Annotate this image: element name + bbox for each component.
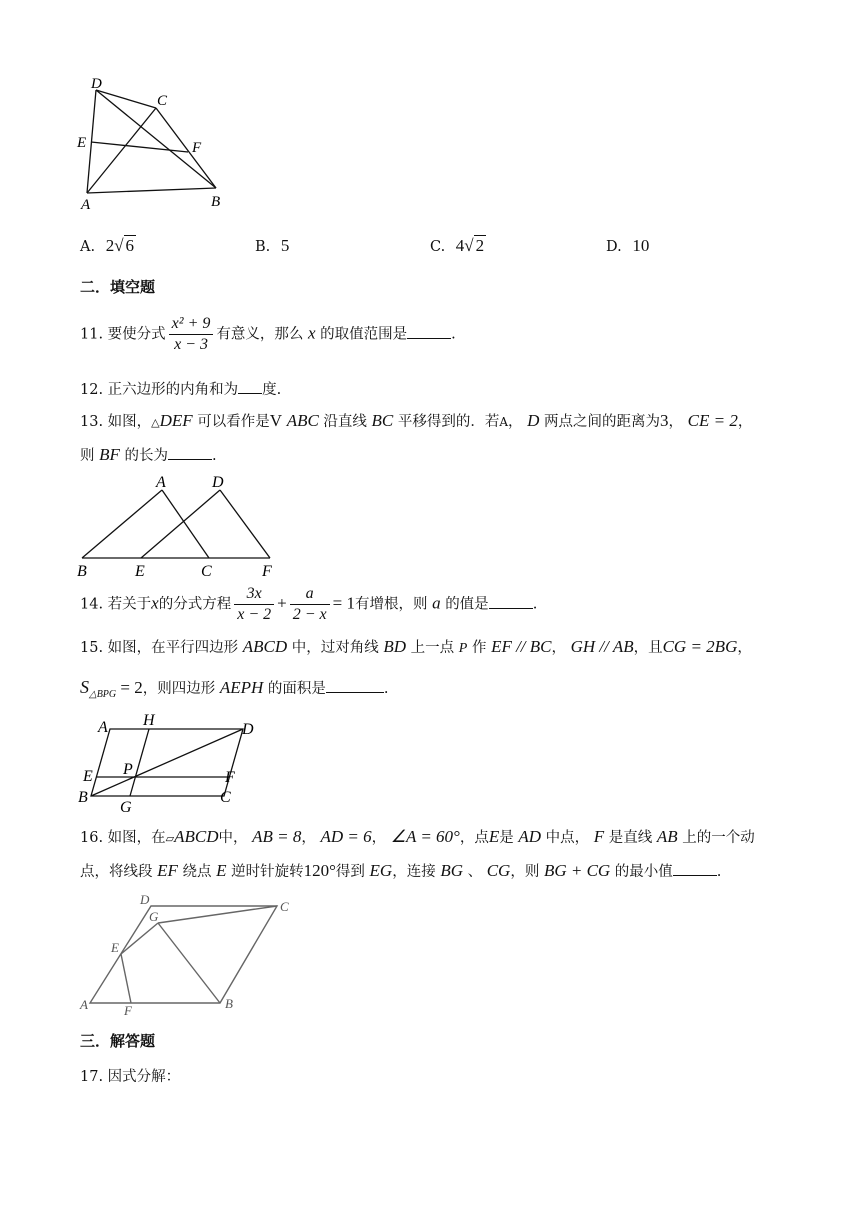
label-d: D [140, 892, 150, 907]
label-f: F [262, 563, 272, 580]
q15-text: 的面积是 [267, 681, 326, 697]
segment-df [220, 490, 270, 558]
q15-number: 15. [80, 640, 104, 656]
question-15-line2 [80, 676, 389, 706]
q13-text: ， [737, 414, 753, 430]
q16-text: 点，将线段 [80, 864, 153, 880]
label-a: A [98, 719, 108, 736]
label-g: G [120, 799, 132, 816]
choice-a-coef: 2 [105, 236, 115, 255]
label-c: C [157, 93, 168, 109]
segment-gh [130, 729, 149, 796]
label-a: A [81, 197, 91, 213]
sqrt-sign: √ [114, 236, 124, 255]
q11-end: . [451, 326, 456, 343]
label-b: B [225, 996, 233, 1011]
q14-text: 若关于 [107, 596, 152, 613]
q15-text: ， [737, 640, 752, 656]
label-f: F [225, 769, 235, 786]
q16-text: 是 [499, 830, 514, 846]
segment-ab [82, 490, 162, 558]
q16-eg: EG [369, 861, 393, 880]
q11-text-mid: 有意义，那么 [216, 326, 304, 343]
q11-fraction-denominator: x − 3 [174, 336, 208, 353]
q16-text: 得到 [335, 864, 365, 880]
q11-var: x [307, 323, 316, 343]
question-13-line2 [80, 444, 217, 467]
label-p: P [123, 761, 133, 778]
q13-distance: 3 [660, 411, 669, 430]
segment-cg [158, 906, 277, 923]
q13-text: 如图， [107, 414, 152, 430]
label-c: C [201, 563, 212, 580]
q15-text: 中，过对角线 [291, 640, 379, 656]
q13-text: 沿直线 [323, 414, 367, 430]
q15-text: ，且 [633, 640, 663, 656]
q13-end: . [212, 448, 217, 464]
q16-e: E [216, 861, 227, 880]
choice-b-value: 5 [280, 236, 290, 255]
q15-area-symbol: S [80, 677, 89, 697]
q15-text: 上一点 [410, 640, 455, 656]
q16-angle: 120° [303, 861, 336, 880]
q17-number: 17. [80, 1069, 104, 1085]
choice-b-label: B. [255, 239, 271, 255]
label-e: E [111, 940, 119, 955]
choice-c-label: C. [430, 239, 446, 255]
q12-number: 12. [80, 382, 104, 398]
q16-number: 16. [80, 830, 104, 846]
q16-text: ，点 [459, 830, 489, 846]
choice-c-radicand: 2 [475, 236, 485, 255]
q15-area-subscript: △BPG [89, 689, 117, 700]
label-d: D [242, 721, 254, 738]
section-fill-in-title: 二．填空题 [80, 278, 156, 296]
q16-text: 是直线 [608, 830, 653, 846]
q13-text: 的长为 [124, 448, 168, 464]
q16-ad: AD = 6 [320, 827, 372, 846]
q14-plus: + [277, 593, 287, 613]
q12-end: 度. [262, 382, 282, 398]
figure-q16 [74, 890, 304, 1020]
q14-var-a: a [432, 593, 441, 613]
choice-a-label: A. [80, 239, 96, 255]
q16-f: F [593, 827, 605, 846]
q11-fraction-numerator: x² + 9 [169, 314, 214, 335]
choice-c-coef: 4 [455, 236, 465, 255]
q11-text-pre: 要使分式 [107, 326, 166, 343]
q16-abcd: ABCD [174, 827, 219, 846]
q15-aeph: AEPH [219, 678, 264, 697]
figure-q10 [70, 70, 240, 215]
q16-text: ，连接 [392, 864, 436, 880]
q13-text: 平移得到的．若 [397, 414, 500, 430]
choice-c[interactable] [430, 236, 486, 256]
q13-answer-blank[interactable] [168, 444, 212, 460]
q14-fraction-1 [234, 584, 274, 625]
segment-dc [96, 90, 156, 108]
segment-eg [121, 923, 158, 954]
label-c: C [220, 789, 231, 806]
label-d: D [91, 76, 102, 92]
q14-answer-blank[interactable] [489, 593, 533, 609]
q14-text: 的分式方程 [158, 596, 232, 613]
q12-text: 正六边形的内角和为 [107, 382, 239, 398]
question-12 [80, 378, 281, 401]
q16-e: E [488, 827, 500, 846]
parallelogram-symbol: ▱ [165, 832, 175, 845]
label-b: B [77, 563, 87, 580]
choice-d[interactable] [606, 236, 649, 256]
q16-angle: ∠A = 60° [390, 827, 460, 846]
q14-var-x: x [151, 593, 159, 613]
q16-ef: EF [157, 861, 178, 880]
choice-a-radicand: 6 [125, 236, 135, 255]
question-13 [80, 410, 752, 434]
q14-end: . [532, 596, 538, 613]
q15-ef-parallel-bc: EF // BC [491, 637, 552, 656]
label-f: F [124, 1003, 132, 1018]
q16-ab: AB = 8 [252, 827, 302, 846]
q11-text-post: 的取值范围是 [320, 326, 408, 343]
q16-text: 上的一个动 [682, 830, 755, 846]
sqrt-sign: √ [464, 236, 474, 255]
label-c: C [280, 899, 289, 914]
q13-text: 可以看作是 [197, 414, 270, 430]
q14-number: 14. [80, 596, 104, 613]
q13-number: 13. [80, 414, 104, 430]
choice-b[interactable] [255, 236, 289, 256]
q16-text: 中点， [545, 830, 590, 846]
choice-d-label: D. [606, 239, 622, 255]
q16-text: ， [301, 830, 316, 846]
segment-ac [162, 490, 209, 558]
q15-text: 如图，在平行四边形 [107, 640, 239, 656]
q16-text: 中， [218, 830, 248, 846]
label-a: A [80, 997, 88, 1012]
label-e: E [83, 768, 93, 785]
q12-answer-blank[interactable] [238, 378, 262, 394]
q14-equals: = 1 [332, 593, 355, 613]
q13-text: 两点之间的距离为 [544, 414, 661, 430]
q16-sum: BG + CG [543, 861, 611, 880]
question-16-line2 [80, 860, 721, 883]
triangle-symbol: V [269, 411, 283, 430]
q15-end: . [383, 681, 389, 697]
q16-text: 绕点 [182, 864, 212, 880]
q14-fraction-2-denominator: 2 − x [292, 606, 327, 623]
label-b: B [78, 789, 88, 806]
q15-bd: BD [383, 637, 407, 656]
q14-fraction-2-numerator: a [290, 584, 330, 605]
q11-fraction [169, 314, 214, 355]
q16-text: 的最小值 [614, 864, 673, 880]
question-15 [80, 636, 752, 660]
q11-answer-blank[interactable] [407, 323, 451, 339]
segment-ef [121, 954, 131, 1003]
triangle-symbol: △ [151, 416, 160, 429]
figure-q15 [74, 710, 274, 820]
question-17 [80, 1066, 180, 1088]
question-11 [80, 314, 456, 355]
q14-fraction-1-denominator: x − 2 [237, 606, 272, 623]
segment-bd [91, 729, 243, 796]
q16-end: . [716, 864, 722, 880]
q13-text: ， [508, 414, 523, 430]
segment-bg [158, 923, 220, 1003]
q15-text: ，则四边形 [142, 681, 216, 697]
segment-cb [156, 108, 216, 188]
q16-text: 、 [467, 864, 483, 880]
question-14 [80, 584, 537, 625]
label-e: E [77, 135, 87, 151]
section-answer-title: 三．解答题 [80, 1032, 156, 1050]
q16-text: 如图，在 [107, 830, 166, 846]
label-e: E [135, 563, 145, 580]
q14-text: 有增根，则 [354, 596, 428, 613]
question-16 [80, 826, 755, 850]
q16-ad: AD [518, 827, 542, 846]
q16-text: ，则 [510, 864, 540, 880]
q13-point-d: D [527, 411, 540, 430]
q13-text: 则 [80, 448, 95, 464]
q15-gh-parallel-ab: GH // AB [570, 637, 634, 656]
q16-text: ， [371, 830, 387, 846]
q15-area-value: = 2 [116, 678, 143, 697]
label-d: D [212, 474, 224, 491]
label-b: B [211, 194, 221, 210]
q16-bg: BG [440, 861, 463, 880]
q14-text: 的值是 [445, 596, 489, 613]
choice-a[interactable] [80, 236, 136, 256]
q16-ab: AB [656, 827, 678, 846]
segment-ab [87, 188, 216, 193]
q15-cg-2bg: CG = 2BG [662, 637, 738, 656]
q15-answer-blank[interactable] [326, 677, 384, 693]
q13-def: DEF [159, 411, 193, 430]
q16-text: 逆时针旋转 [231, 864, 304, 880]
label-a: A [156, 474, 166, 491]
q14-fraction-1-numerator: 3x [234, 584, 274, 605]
label-f: F [192, 140, 202, 156]
segment-ac [87, 108, 156, 193]
q15-p: P [458, 641, 468, 656]
q16-answer-blank[interactable] [673, 860, 717, 876]
q13-point-a: A [499, 415, 509, 429]
segment-de [141, 490, 220, 558]
label-g: G [149, 909, 159, 924]
q14-fraction-2 [290, 584, 330, 625]
q11-number: 11. [80, 326, 104, 343]
q13-text: ， [668, 414, 684, 430]
q13-bf: BF [99, 445, 120, 464]
q13-ce: CE = 2 [687, 411, 738, 430]
choice-d-value: 10 [632, 236, 650, 255]
q15-text: 作 [471, 640, 487, 656]
segment-ef [91, 142, 188, 152]
figure-q13 [72, 472, 282, 582]
segment-db [96, 90, 216, 188]
label-h: H [143, 712, 155, 729]
q15-abcd: ABCD [242, 637, 288, 656]
q13-abc: ABC [286, 411, 319, 430]
q16-cg: CG [486, 861, 511, 880]
q17-text: 因式分解： [107, 1069, 181, 1085]
q15-text: ， [551, 640, 567, 656]
q13-bc: BC [371, 411, 394, 430]
